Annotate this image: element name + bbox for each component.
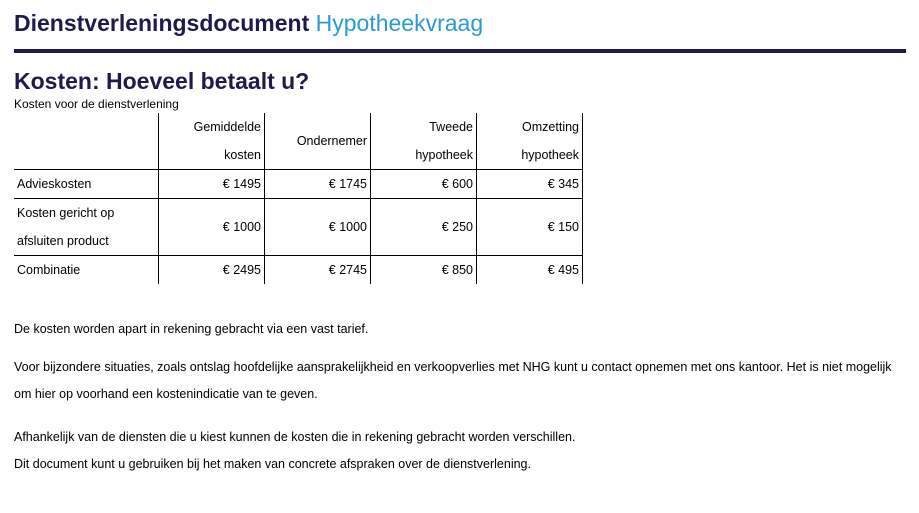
table-cell: € 850 [371, 256, 477, 285]
row-label [14, 256, 159, 285]
header-text: Gemiddelde [193, 120, 261, 134]
header-average-costs [159, 113, 265, 170]
header-text: hypotheek [415, 148, 473, 162]
paragraph-document-usage: Dit document kunt u gebruiken bij het maken van concrete afspraken over de dienstverlening. [14, 457, 531, 471]
table-cell: € 250 [371, 199, 477, 256]
header-conversion-mortgage [477, 113, 583, 170]
table-row [14, 170, 583, 199]
row-label-text: afsluiten product [17, 234, 109, 248]
row-label-text: Kosten gericht op [17, 206, 115, 220]
header-text: Omzetting [522, 120, 579, 134]
table-cell: € 495 [477, 256, 583, 285]
table-row [14, 199, 583, 256]
header-divider [14, 49, 906, 53]
header-text: Ondernemer [296, 134, 367, 148]
row-label-text: Advieskosten [17, 177, 92, 191]
table-caption: Kosten voor de dienstverlening [14, 97, 179, 111]
paragraph-fixed-rate: De kosten worden apart in rekening gebracht via een vast tarief. [14, 322, 369, 336]
row-label-text: Combinatie [17, 263, 81, 277]
header-text: Tweede [429, 120, 473, 134]
table-row [14, 256, 583, 285]
costs-table [14, 113, 583, 284]
table-cell: € 150 [477, 199, 583, 256]
table-cell: € 1000 [265, 199, 371, 256]
table-cell: € 1745 [265, 170, 371, 199]
header-second-mortgage [371, 113, 477, 170]
header-text: hypotheek [521, 148, 579, 162]
header-empty-cell [14, 113, 159, 170]
table-cell: € 2495 [159, 256, 265, 285]
document-title: Dienstverleningsdocument [14, 10, 310, 36]
table-header-row [14, 113, 583, 170]
paragraph-costs-vary: Afhankelijk van de diensten die u kiest kunnen de kosten die in rekening gebracht worden verschillen. [14, 430, 576, 444]
table-cell: € 345 [477, 170, 583, 199]
paragraph-special-situations: Voor bijzondere situaties, zoals ontslag hoofdelijke aansprakelijkheid en verkoopverlies met NHG kunt u contact opnemen met ons kantoor. Het is niet mogelijk om hier op voorhand een kostenindicatie van te geven. [14, 360, 892, 401]
header-text: kosten [224, 148, 261, 162]
row-label [14, 199, 159, 256]
document-header [14, 10, 483, 37]
section-title: Kosten: Hoeveel betaalt u? [14, 68, 310, 94]
row-label [14, 170, 159, 199]
table-cell: € 1000 [159, 199, 265, 256]
table-cell: € 600 [371, 170, 477, 199]
table-cell: € 2745 [265, 256, 371, 285]
document-subtitle: Hypotheekvraag [315, 10, 484, 36]
header-entrepreneur [265, 113, 371, 170]
table-cell: € 1495 [159, 170, 265, 199]
